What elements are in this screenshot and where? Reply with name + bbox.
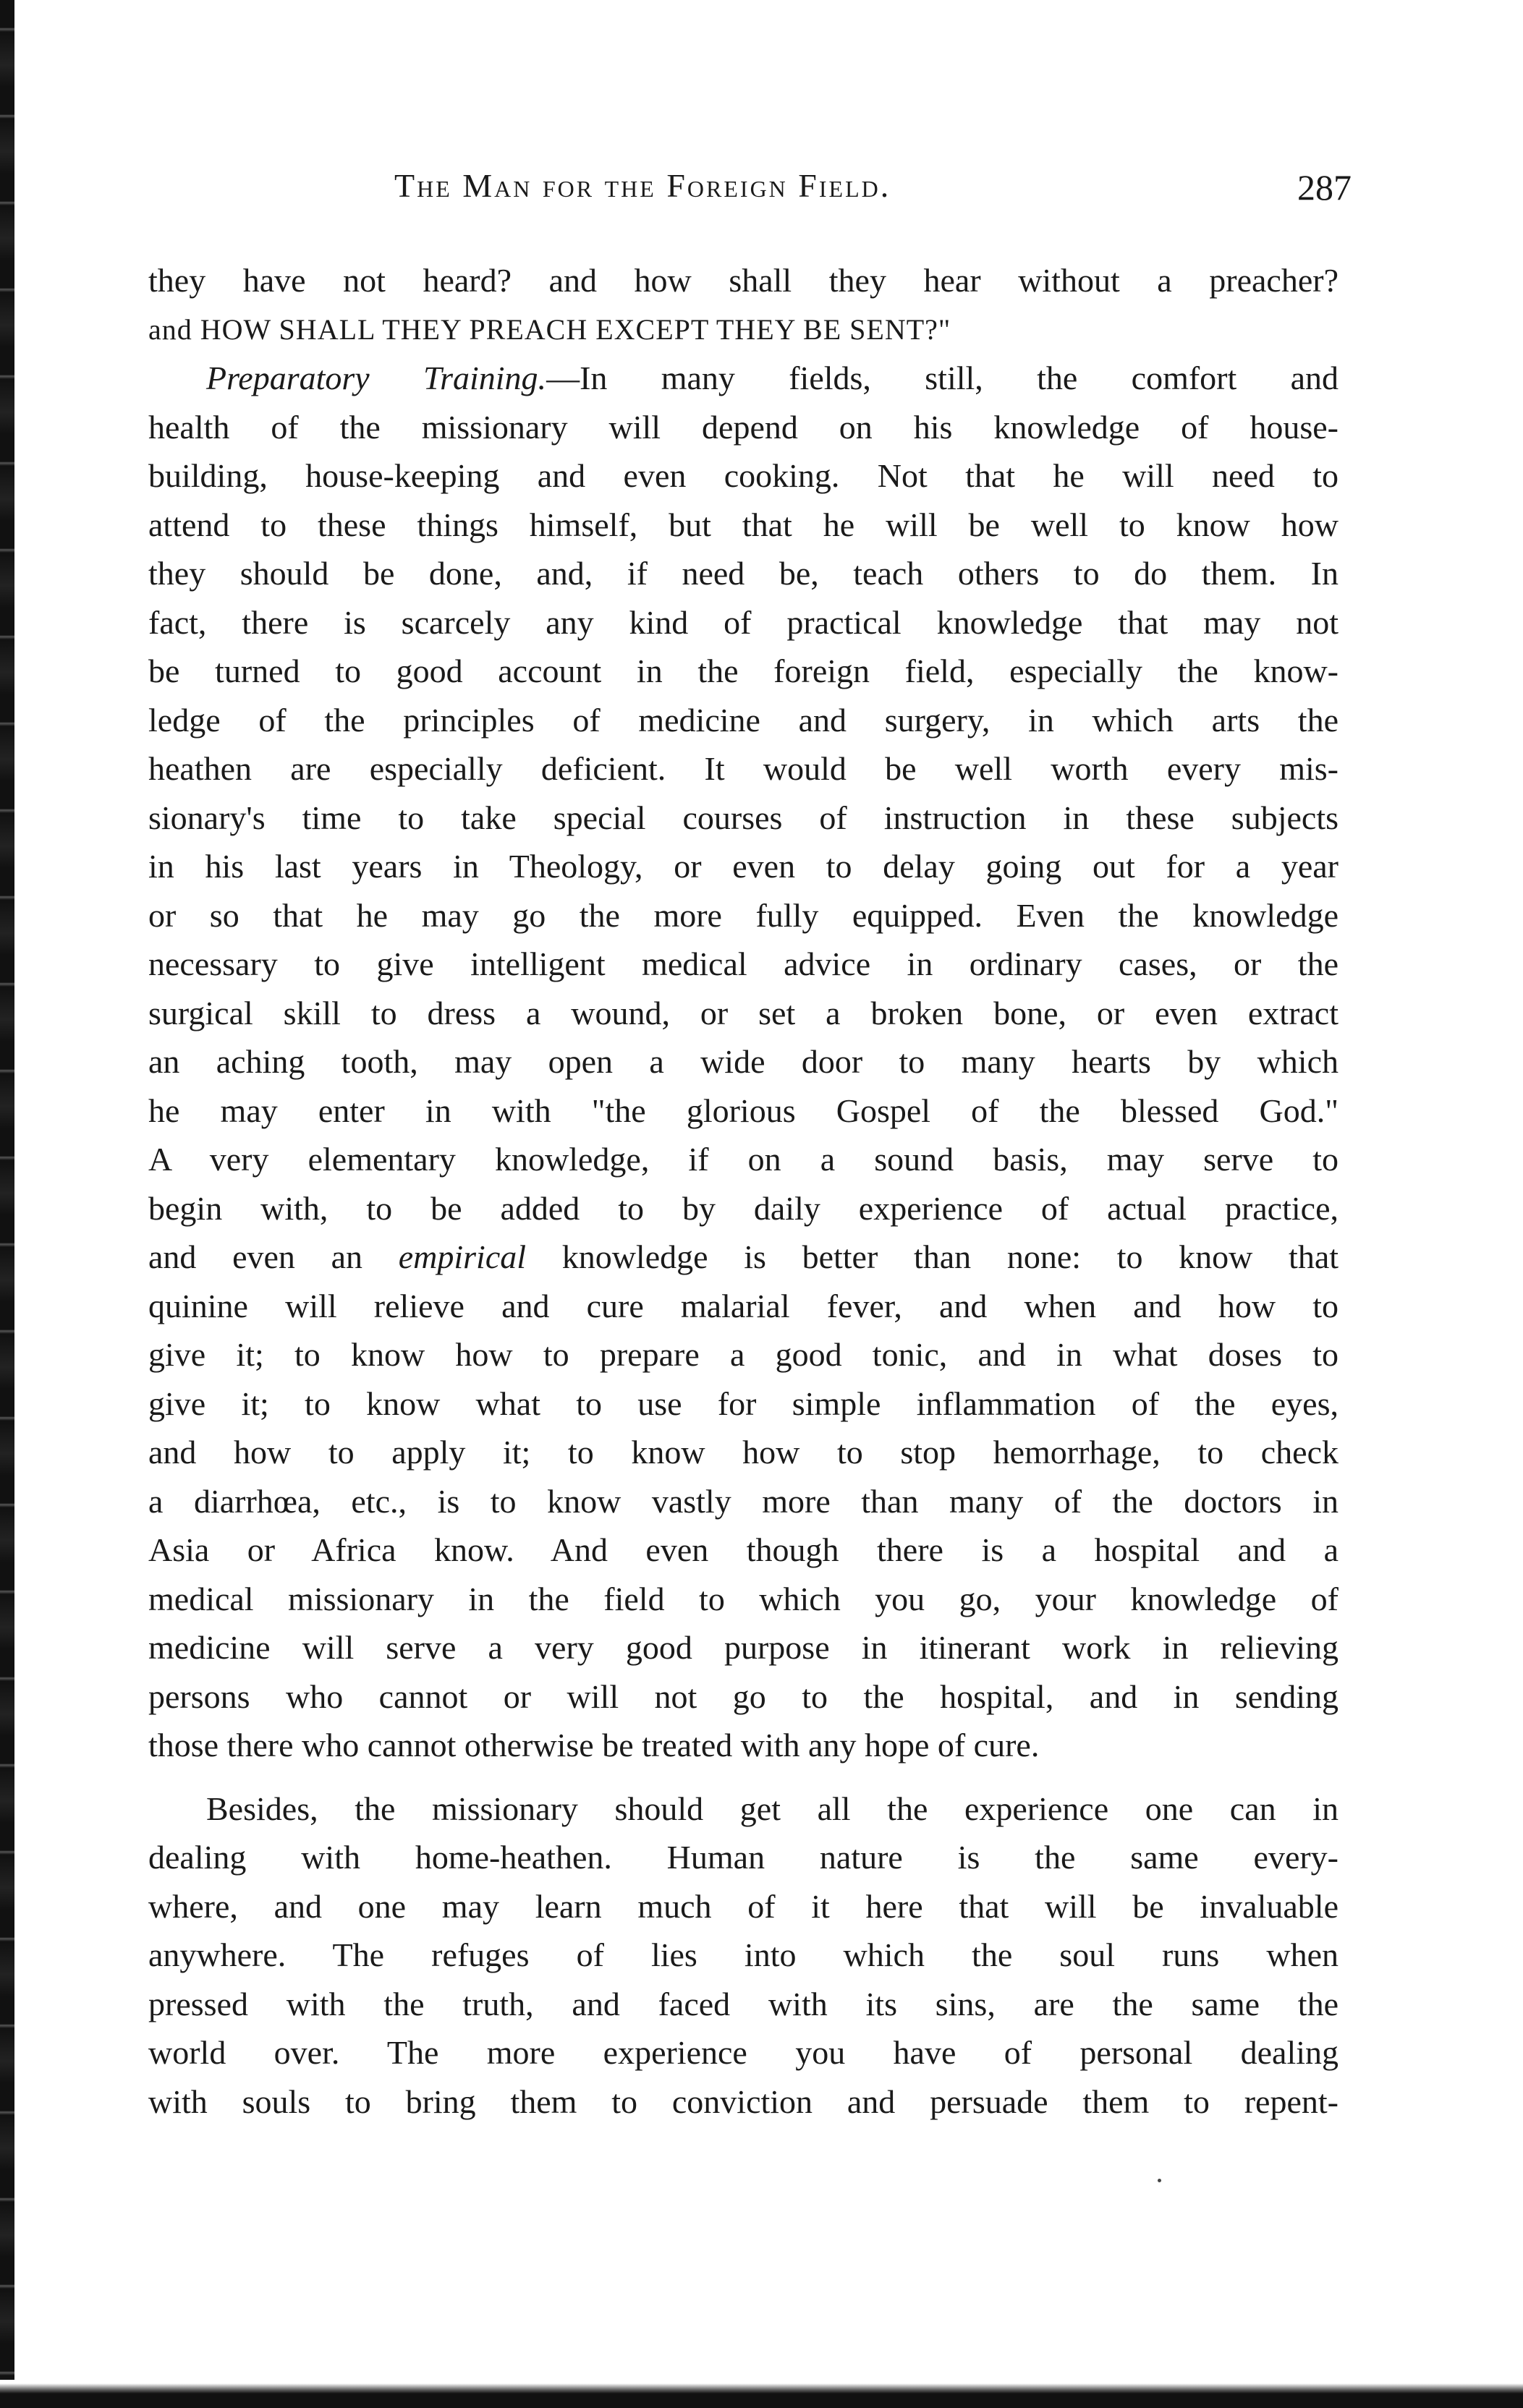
page-number: 287 (1297, 167, 1352, 208)
text-line: persons who cannot or will not go to the hospital, and in sending (148, 1677, 1339, 1715)
text-line: pressed with the truth, and faced with its sins, are the same the (148, 1985, 1339, 2022)
text-line: with souls to bring them to conviction and persuade them to repent- (148, 2082, 1339, 2120)
running-title: The Man for the Foreign Field. (394, 167, 891, 204)
text-run: —In many fields, still, the comfort and (546, 360, 1339, 396)
text-line: they should be done, and, if need be, teach others to do them. In (148, 555, 1339, 592)
text-line: health of the missionary will depend on his knowledge of house- (148, 408, 1339, 446)
text-line: attend to these things himself, but that he will be well to know how (148, 506, 1339, 543)
running-head (148, 166, 1352, 211)
text-line: sionary's time to take special courses of instruction in these subjects (148, 799, 1339, 836)
text-line: building, house-keeping and even cooking. Not that he will need to (148, 457, 1339, 494)
scan-edge-bottom (0, 2383, 1523, 2408)
text-line: be turned to good account in the foreign field, especially the know- (148, 652, 1339, 689)
text-line: Asia or Africa know. And even though there is a hospital and a (148, 1531, 1339, 1568)
emphasis: empirical (398, 1238, 527, 1275)
body-text (148, 256, 1339, 2126)
text-line (148, 1233, 1339, 1282)
text-line: medical missionary in the field to which you go, your knowledge of (148, 1580, 1339, 1617)
text-line: heathen are especially deficient. It would be well worth every mis- (148, 750, 1339, 787)
text-line: he may enter in with "the glorious Gospel of the blessed God." (148, 1092, 1339, 1129)
text-line: dealing with home-heathen. Human nature is the same every- (148, 1839, 1339, 1876)
print-speck (1158, 2179, 1161, 2182)
section-heading: Preparatory Training. (206, 360, 547, 396)
scan-edge-left (0, 0, 14, 2380)
text-run: knowledge is better than none: to know that (561, 1238, 1339, 1275)
book-page (148, 166, 1352, 2126)
text-line (148, 354, 1339, 403)
text-line: they have not heard? and how shall they hear without a preacher? (148, 262, 1339, 299)
text-line: and how to apply it; to know how to stop hemorrhage, to check (148, 1434, 1339, 1471)
text-line: A very elementary knowledge, if on a sound basis, may serve to (148, 1141, 1339, 1178)
text-line: in his last years in Theology, or even to delay going out for a year (148, 848, 1339, 885)
text-line: surgical skill to dress a wound, or set a broken bone, or even extract (148, 994, 1339, 1031)
text-line: an aching tooth, may open a wide door to many hearts by which (148, 1043, 1339, 1080)
text-line: world over. The more experience you have of personal dealing (148, 2034, 1339, 2071)
text-line: and HOW SHALL THEY PREACH EXCEPT THEY BE SENT?" (148, 312, 951, 346)
text-line: give it; to know what to use for simple inflammation of the eyes, (148, 1384, 1339, 1422)
text-line: give it; to know how to prepare a good tonic, and in what doses to (148, 1336, 1339, 1373)
text-line: fact, there is scarcely any kind of practical knowledge that may not (148, 603, 1339, 641)
text-line: quinine will relieve and cure malarial fever, and when and how to (148, 1287, 1339, 1324)
text-line: where, and one may learn much of it here that will be invaluable (148, 1887, 1339, 1925)
text-line: Besides, the missionary should get all the experience one can in (206, 1790, 1339, 1827)
text-line: ledge of the principles of medicine and surgery, in which arts the (148, 701, 1339, 739)
text-run: and even an (148, 1238, 363, 1275)
text-line: a diarrhœa, etc., is to know vastly more than many of the doctors in (148, 1482, 1339, 1520)
text-line: medicine will serve a very good purpose in itinerant work in relieving (148, 1629, 1339, 1666)
text-line: anywhere. The refuges of lies into which the soul runs when (148, 1936, 1339, 1973)
text-line: those there who cannot otherwise be treated with any hope of cure. (148, 1727, 1040, 1764)
text-line: or so that he may go the more fully equipped. Even the knowledge (148, 896, 1339, 934)
text-line: necessary to give intelligent medical advice in ordinary cases, or the (148, 945, 1339, 982)
text-line: begin with, to be added to by daily experience of actual practice, (148, 1189, 1339, 1227)
